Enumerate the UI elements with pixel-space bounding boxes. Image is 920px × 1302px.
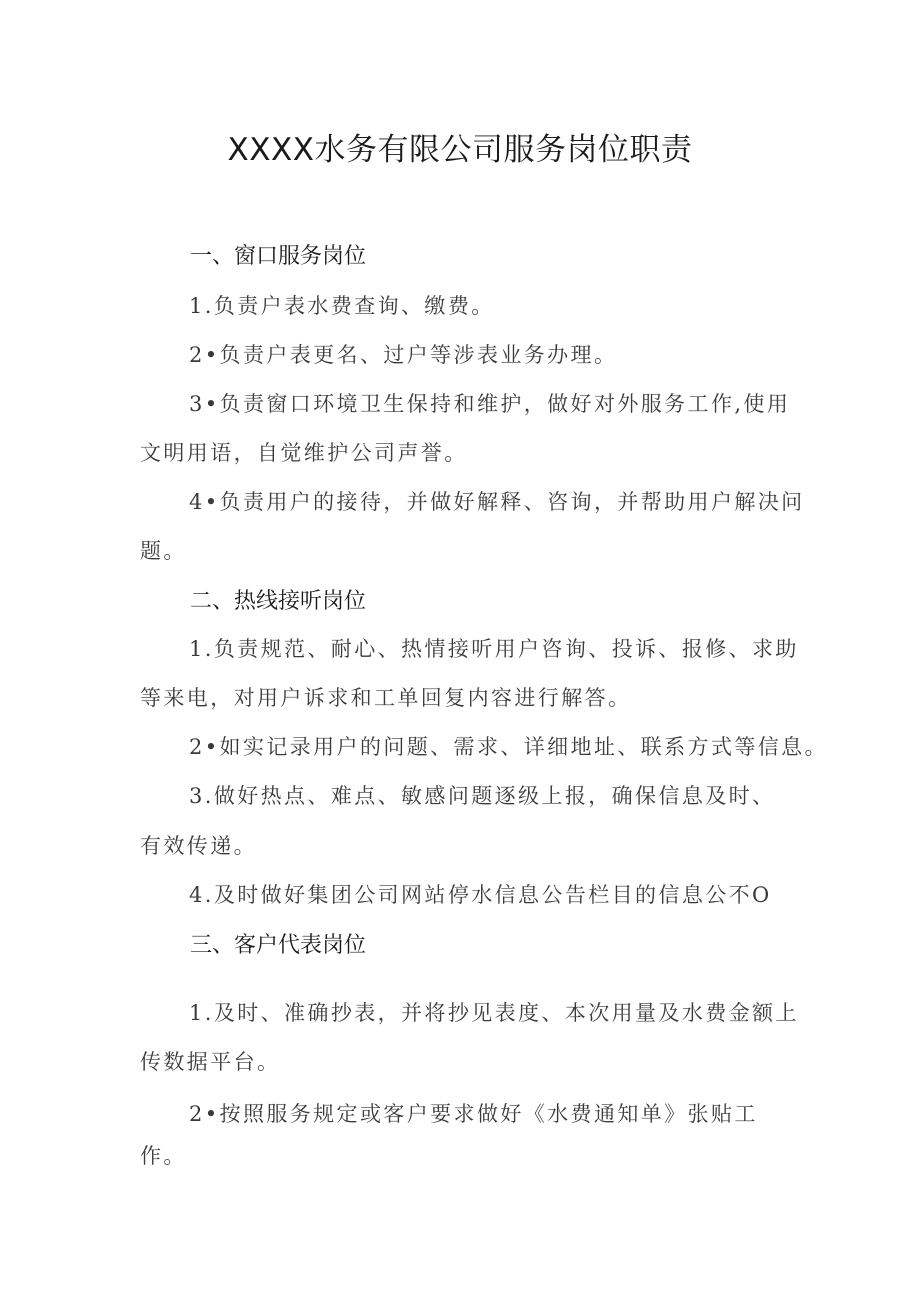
- paragraph-line: 2•如实记录用户的问题、需求、详细地址、联系方式等信息。: [189, 735, 828, 759]
- document-title: XXXX水务有限公司服务岗位职责: [227, 132, 693, 168]
- paragraph-line: 文明用语，自觉维护公司声誉。: [140, 441, 468, 465]
- paragraph-line: 作。: [140, 1144, 187, 1168]
- paragraph-line: 等来电，对用户诉求和工单回复内容进行解答。: [140, 686, 632, 710]
- paragraph-line: 1.及时、准确抄表，并将抄见表度、本次用量及水费金额上: [189, 1001, 799, 1025]
- paragraph-line: 3.做好热点、难点、敏感问题逐级上报，确保信息及时、: [189, 784, 776, 808]
- paragraph-line: 4.及时做好集团公司网站停水信息公告栏目的信息公不O: [189, 883, 772, 907]
- paragraph-line: 2•负责户表更名、过户等涉表业务办理。: [189, 343, 618, 367]
- paragraph-line: 1.负责户表水费查询、缴费。: [189, 294, 495, 318]
- paragraph-line: 有效传递。: [140, 834, 257, 858]
- section-heading-hotline: 二、热线接听岗位: [190, 589, 367, 614]
- paragraph-line: 3•负责窗口环境卫生保持和维护，做好对外服务工作,使用: [189, 392, 791, 416]
- paragraph-line: 传数据平台。: [140, 1050, 281, 1074]
- paragraph-line: 4•负责用户的接待，并做好解释、咨询，并帮助用户解决问: [189, 490, 805, 514]
- section-heading-customer-rep: 三、客户代表岗位: [190, 933, 367, 958]
- paragraph-line: 2•按照服务规定或客户要求做好《水费通知单》张贴工: [189, 1102, 758, 1126]
- paragraph-line: 题。: [140, 539, 187, 563]
- section-heading-window-service: 一、窗口服务岗位: [190, 244, 367, 269]
- paragraph-line: 1.负责规范、耐心、热情接听用户咨询、投诉、报修、求助: [189, 637, 799, 661]
